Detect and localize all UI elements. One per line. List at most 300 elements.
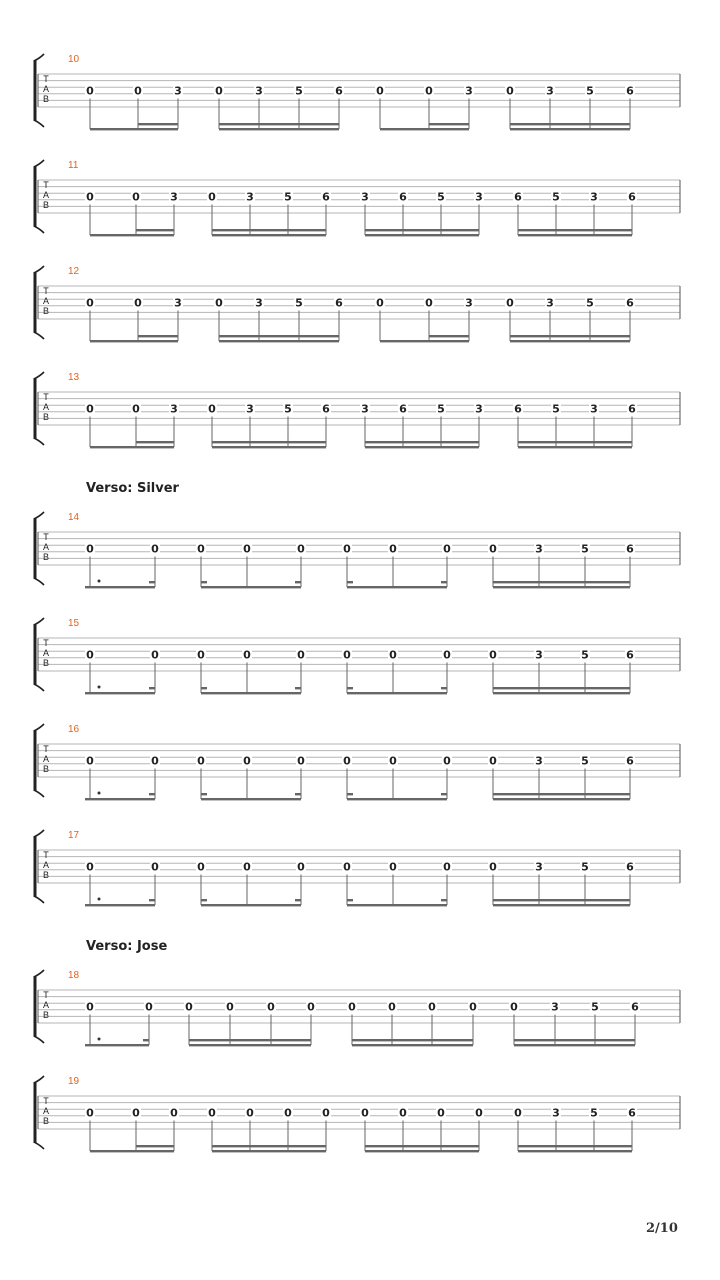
tab-system [34, 970, 680, 1046]
beam-primary [347, 692, 447, 694]
beam-primary [201, 586, 301, 588]
fret-number: 0 [197, 648, 205, 662]
fret-number: 6 [335, 84, 343, 98]
beam-secondary [493, 581, 630, 583]
fret-number: 0 [297, 542, 305, 556]
tab-clef-letter: T [43, 850, 49, 860]
fret-number: 0 [86, 542, 94, 556]
fret-number: 5 [552, 190, 560, 204]
fret-number: 0 [132, 1106, 140, 1120]
fret-number: 0 [215, 84, 223, 98]
fret-number: 6 [626, 542, 634, 556]
fret-number: 6 [399, 190, 407, 204]
fret-number: 0 [246, 1106, 254, 1120]
beam-primary [380, 340, 469, 342]
beam-primary [380, 128, 469, 130]
tab-clef-letter: T [43, 638, 49, 648]
beam-secondary [514, 1039, 635, 1041]
fret-number: 0 [443, 860, 451, 874]
fret-number: 0 [425, 296, 433, 310]
fret-number: 0 [506, 296, 514, 310]
fret-number: 0 [389, 542, 397, 556]
beam-secondary [429, 335, 469, 337]
beam-secondary [352, 1039, 473, 1041]
beam-primary [85, 904, 155, 906]
beam-secondary [365, 441, 479, 443]
tab-clef-letter: A [42, 84, 50, 94]
bar-number: 17 [68, 830, 80, 841]
fret-number: 5 [437, 402, 445, 416]
tab-system [34, 512, 680, 588]
fret-number: 6 [628, 1106, 636, 1120]
fret-number: 0 [170, 1106, 178, 1120]
bar-number: 14 [68, 512, 80, 523]
tab-clef-letter: A [42, 296, 50, 306]
fret-number: 0 [86, 1000, 94, 1014]
fret-number: 3 [255, 296, 263, 310]
beam-secondary [138, 123, 178, 125]
fret-number: 0 [86, 1106, 94, 1120]
fret-number: 0 [86, 296, 94, 310]
fret-number: 6 [626, 648, 634, 662]
fret-number: 3 [546, 84, 554, 98]
beam-stub [295, 687, 301, 689]
fret-number: 0 [134, 84, 142, 98]
beam-stub [201, 793, 207, 795]
beam-secondary [365, 1145, 479, 1147]
beam-primary [90, 128, 178, 130]
fret-number: 0 [428, 1000, 436, 1014]
fret-number: 3 [174, 296, 182, 310]
fret-number: 0 [208, 402, 216, 416]
beam-primary [201, 692, 301, 694]
fret-number: 0 [197, 860, 205, 874]
fret-number: 0 [151, 860, 159, 874]
fret-number: 0 [297, 648, 305, 662]
fret-number: 3 [361, 402, 369, 416]
fret-number: 0 [343, 648, 351, 662]
beam-primary [493, 692, 630, 694]
beam-primary [189, 1044, 311, 1046]
tab-clef-letter: A [42, 754, 50, 764]
tab-clef-letter: T [43, 1096, 49, 1106]
beam-secondary [212, 1145, 326, 1147]
beam-primary [493, 586, 630, 588]
fret-number: 5 [581, 860, 589, 874]
tab-clef-letter: A [42, 648, 50, 658]
fret-number: 5 [437, 190, 445, 204]
beam-primary [493, 904, 630, 906]
fret-number: 6 [514, 190, 522, 204]
fret-number: 3 [590, 402, 598, 416]
tab-clef-letter: T [43, 532, 49, 542]
tab-clef-letter: A [42, 542, 50, 552]
beam-stub [441, 581, 447, 583]
section-heading: Verso: Silver [86, 481, 179, 496]
beam-secondary [493, 793, 630, 795]
fret-number: 0 [151, 542, 159, 556]
fret-number: 0 [208, 1106, 216, 1120]
tab-clef-letter: T [43, 990, 49, 1000]
system-bracket-bottom-hook [34, 790, 44, 797]
bar-number: 10 [68, 54, 80, 65]
fret-number: 0 [208, 190, 216, 204]
tab-clef-letter: A [42, 402, 50, 412]
fret-number: 0 [151, 754, 159, 768]
fret-number: 0 [437, 1106, 445, 1120]
fret-number: 3 [551, 1000, 559, 1014]
system-bracket-bottom-hook [34, 438, 44, 445]
fret-number: 0 [469, 1000, 477, 1014]
fret-number: 0 [86, 190, 94, 204]
beam-primary [518, 1150, 632, 1152]
fret-number: 3 [535, 860, 543, 874]
system-bracket-top-hook [34, 1076, 44, 1083]
beam-stub [149, 687, 155, 689]
fret-number: 3 [546, 296, 554, 310]
dot-mark [98, 792, 101, 795]
fret-number: 3 [255, 84, 263, 98]
beam-primary [85, 798, 155, 800]
beam-secondary [518, 441, 632, 443]
beam-primary [347, 798, 447, 800]
beam-secondary [518, 229, 632, 231]
tab-clef-letter: B [42, 412, 50, 422]
fret-number: 0 [506, 84, 514, 98]
fret-number: 0 [267, 1000, 275, 1014]
beam-primary [90, 234, 174, 236]
beam-secondary [136, 441, 174, 443]
tab-system [34, 160, 680, 236]
tab-system [34, 830, 680, 906]
tab-system [34, 618, 680, 694]
fret-number: 5 [284, 402, 292, 416]
system-bracket-bottom-hook [34, 332, 44, 339]
fret-number: 0 [514, 1106, 522, 1120]
tab-clef-letter: T [43, 744, 49, 754]
bar-number: 13 [68, 372, 80, 383]
fret-number: 3 [552, 1106, 560, 1120]
fret-number: 0 [151, 648, 159, 662]
beam-primary [219, 128, 339, 130]
beam-stub [149, 899, 155, 901]
beam-stub [295, 581, 301, 583]
fret-number: 0 [134, 296, 142, 310]
beam-secondary [365, 229, 479, 231]
fret-number: 0 [489, 648, 497, 662]
tab-system [34, 372, 680, 448]
fret-number: 3 [174, 84, 182, 98]
fret-number: 6 [399, 402, 407, 416]
beam-primary [90, 1150, 174, 1152]
beam-primary [212, 446, 326, 448]
beam-stub [441, 687, 447, 689]
fret-number: 0 [86, 648, 94, 662]
beam-stub [149, 793, 155, 795]
bar-number: 18 [68, 970, 80, 981]
beam-stub [347, 899, 353, 901]
dot-mark [98, 898, 101, 901]
fret-number: 6 [626, 860, 634, 874]
system-bracket-top-hook [34, 830, 44, 837]
tab-clef-letter: B [42, 200, 50, 210]
dot-mark [98, 1038, 101, 1041]
bar-number: 15 [68, 618, 80, 629]
beam-secondary [212, 441, 326, 443]
system-bracket-bottom-hook [34, 896, 44, 903]
fret-number: 0 [284, 1106, 292, 1120]
beam-stub [441, 793, 447, 795]
fret-number: 0 [389, 754, 397, 768]
beam-primary [347, 904, 447, 906]
beam-secondary [136, 229, 174, 231]
fret-number: 0 [86, 754, 94, 768]
beam-secondary [212, 229, 326, 231]
fret-number: 0 [243, 542, 251, 556]
system-bracket-bottom-hook [34, 226, 44, 233]
fret-number: 0 [132, 402, 140, 416]
fret-number: 5 [586, 296, 594, 310]
beam-secondary [138, 335, 178, 337]
fret-number: 5 [295, 296, 303, 310]
fret-number: 0 [510, 1000, 518, 1014]
bar-number: 16 [68, 724, 80, 735]
fret-number: 3 [170, 402, 178, 416]
fret-number: 0 [343, 754, 351, 768]
beam-stub [441, 899, 447, 901]
fret-number: 5 [295, 84, 303, 98]
fret-number: 0 [389, 860, 397, 874]
fret-number: 3 [590, 190, 598, 204]
tab-clef-letter: T [43, 74, 49, 84]
system-bracket-top-hook [34, 970, 44, 977]
tab-system [34, 724, 680, 800]
beam-primary [493, 798, 630, 800]
beam-secondary [219, 335, 339, 337]
bar-number: 11 [68, 160, 79, 171]
fret-number: 3 [170, 190, 178, 204]
fret-number: 3 [475, 402, 483, 416]
beam-stub [347, 581, 353, 583]
beam-secondary [510, 335, 630, 337]
fret-number: 0 [86, 402, 94, 416]
fret-number: 0 [348, 1000, 356, 1014]
beam-stub [295, 793, 301, 795]
beam-secondary [493, 899, 630, 901]
beam-primary [510, 340, 630, 342]
beam-secondary [219, 123, 339, 125]
page-number: 2/10 [646, 1221, 678, 1236]
beam-primary [85, 692, 155, 694]
fret-number: 5 [284, 190, 292, 204]
beam-primary [365, 1150, 479, 1152]
tab-clef-letter: T [43, 392, 49, 402]
dot-mark [98, 686, 101, 689]
beam-secondary [429, 123, 469, 125]
fret-number: 5 [581, 754, 589, 768]
beam-primary [352, 1044, 473, 1046]
beam-stub [149, 581, 155, 583]
tab-clef-letter: A [42, 1106, 50, 1116]
fret-number: 6 [322, 402, 330, 416]
fret-number: 3 [246, 402, 254, 416]
tab-clef-letter: T [43, 180, 49, 190]
beam-secondary [189, 1039, 311, 1041]
fret-number: 3 [475, 190, 483, 204]
fret-number: 6 [628, 402, 636, 416]
fret-number: 3 [246, 190, 254, 204]
tab-clef-letter: T [43, 286, 49, 296]
tab-clef-letter: B [42, 658, 50, 668]
beam-secondary [493, 687, 630, 689]
fret-number: 6 [631, 1000, 639, 1014]
tab-clef-letter: B [42, 870, 50, 880]
fret-number: 6 [626, 754, 634, 768]
beam-primary [365, 234, 479, 236]
fret-number: 0 [399, 1106, 407, 1120]
fret-number: 5 [586, 84, 594, 98]
fret-number: 6 [626, 296, 634, 310]
beam-primary [201, 904, 301, 906]
beam-primary [514, 1044, 635, 1046]
fret-number: 3 [465, 296, 473, 310]
system-bracket-top-hook [34, 618, 44, 625]
beam-primary [90, 340, 178, 342]
system-bracket-top-hook [34, 160, 44, 167]
tab-clef-letter: B [42, 94, 50, 104]
fret-number: 6 [628, 190, 636, 204]
fret-number: 0 [489, 542, 497, 556]
fret-number: 5 [581, 542, 589, 556]
fret-number: 0 [443, 754, 451, 768]
tab-clef-letter: B [42, 764, 50, 774]
dot-mark [98, 580, 101, 583]
section-heading: Verso: Jose [86, 939, 168, 954]
beam-primary [201, 798, 301, 800]
beam-stub [143, 1039, 149, 1041]
fret-number: 0 [343, 542, 351, 556]
fret-number: 0 [132, 190, 140, 204]
beam-secondary [136, 1145, 174, 1147]
fret-number: 3 [535, 648, 543, 662]
beam-secondary [518, 1145, 632, 1147]
fret-number: 0 [489, 860, 497, 874]
fret-number: 0 [215, 296, 223, 310]
system-bracket-top-hook [34, 724, 44, 731]
fret-number: 6 [322, 190, 330, 204]
fret-number: 0 [389, 648, 397, 662]
fret-number: 0 [145, 1000, 153, 1014]
fret-number: 0 [243, 754, 251, 768]
tab-system [34, 266, 680, 342]
fret-number: 0 [86, 84, 94, 98]
fret-number: 0 [297, 754, 305, 768]
fret-number: 0 [376, 296, 384, 310]
beam-primary [219, 340, 339, 342]
system-bracket-bottom-hook [34, 1036, 44, 1043]
bar-number: 19 [68, 1076, 80, 1087]
system-bracket-top-hook [34, 266, 44, 273]
fret-number: 0 [343, 860, 351, 874]
beam-primary [518, 446, 632, 448]
fret-number: 0 [307, 1000, 315, 1014]
beam-primary [365, 446, 479, 448]
tab-clef-letter: B [42, 306, 50, 316]
fret-number: 0 [489, 754, 497, 768]
fret-number: 0 [185, 1000, 193, 1014]
fret-number: 3 [361, 190, 369, 204]
beam-stub [295, 899, 301, 901]
system-bracket-top-hook [34, 372, 44, 379]
beam-primary [510, 128, 630, 130]
beam-stub [347, 687, 353, 689]
system-bracket-top-hook [34, 512, 44, 519]
tab-clef-letter: A [42, 1000, 50, 1010]
fret-number: 0 [243, 648, 251, 662]
beam-primary [85, 1044, 149, 1046]
fret-number: 5 [581, 648, 589, 662]
fret-number: 0 [361, 1106, 369, 1120]
fret-number: 3 [535, 542, 543, 556]
fret-number: 0 [197, 754, 205, 768]
system-bracket-bottom-hook [34, 120, 44, 127]
tab-system [34, 54, 680, 130]
tab-clef-letter: A [42, 860, 50, 870]
system-bracket-bottom-hook [34, 684, 44, 691]
beam-stub [347, 793, 353, 795]
fret-number: 6 [626, 84, 634, 98]
fret-number: 6 [514, 402, 522, 416]
fret-number: 0 [297, 860, 305, 874]
system-bracket-bottom-hook [34, 578, 44, 585]
fret-number: 5 [591, 1000, 599, 1014]
beam-primary [518, 234, 632, 236]
beam-primary [212, 234, 326, 236]
tab-clef-letter: B [42, 552, 50, 562]
fret-number: 0 [388, 1000, 396, 1014]
tab-clef-letter: B [42, 1010, 50, 1020]
fret-number: 0 [376, 84, 384, 98]
system-bracket-bottom-hook [34, 1142, 44, 1149]
fret-number: 0 [425, 84, 433, 98]
fret-number: 0 [475, 1106, 483, 1120]
fret-number: 5 [590, 1106, 598, 1120]
fret-number: 6 [335, 296, 343, 310]
tab-system [34, 1076, 680, 1152]
fret-number: 3 [535, 754, 543, 768]
beam-secondary [510, 123, 630, 125]
fret-number: 5 [552, 402, 560, 416]
fret-number: 0 [322, 1106, 330, 1120]
bar-number: 12 [68, 266, 80, 277]
beam-stub [201, 687, 207, 689]
system-bracket-top-hook [34, 54, 44, 61]
fret-number: 3 [465, 84, 473, 98]
beam-stub [201, 581, 207, 583]
beam-stub [201, 899, 207, 901]
beam-primary [85, 586, 155, 588]
beam-primary [347, 586, 447, 588]
fret-number: 0 [443, 542, 451, 556]
beam-primary [212, 1150, 326, 1152]
fret-number: 0 [443, 648, 451, 662]
tab-clef-letter: B [42, 1116, 50, 1126]
tab-clef-letter: A [42, 190, 50, 200]
fret-number: 0 [197, 542, 205, 556]
fret-number: 0 [243, 860, 251, 874]
beam-primary [90, 446, 174, 448]
fret-number: 0 [226, 1000, 234, 1014]
